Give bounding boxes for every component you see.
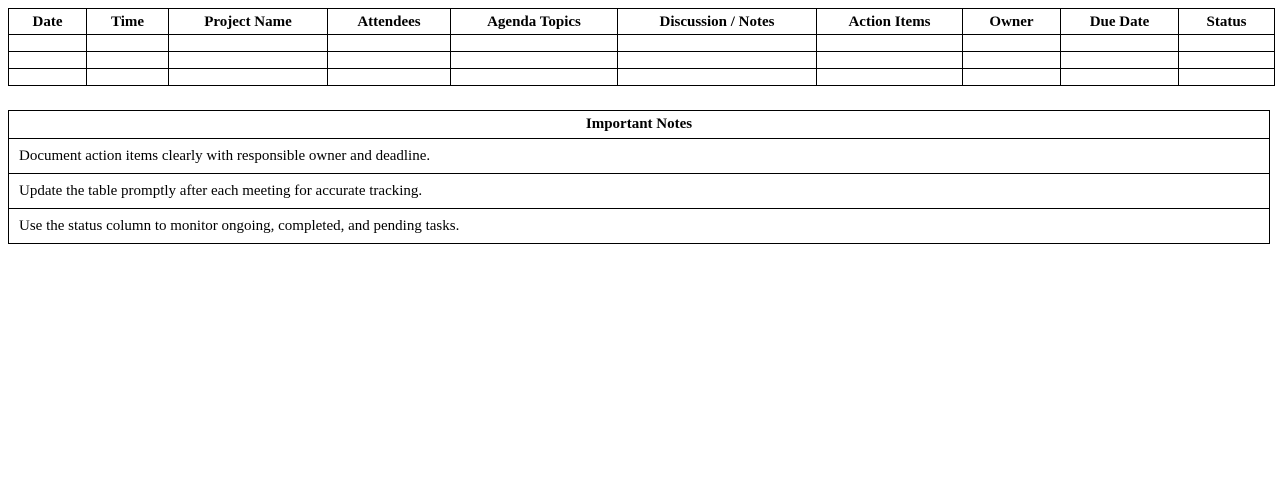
cell-due-date[interactable]	[1061, 69, 1179, 86]
cell-attendees[interactable]	[328, 35, 451, 52]
note-item: Update the table promptly after each meeting for accurate tracking.	[9, 174, 1270, 209]
cell-status[interactable]	[1179, 52, 1275, 69]
cell-attendees[interactable]	[328, 52, 451, 69]
cell-discussion-notes[interactable]	[618, 35, 817, 52]
cell-date[interactable]	[9, 52, 87, 69]
cell-owner[interactable]	[963, 35, 1061, 52]
cell-date[interactable]	[9, 69, 87, 86]
column-header-status: Status	[1179, 9, 1275, 35]
cell-project-name[interactable]	[169, 35, 328, 52]
cell-agenda-topics[interactable]	[451, 35, 618, 52]
note-item: Document action items clearly with responsible owner and deadline.	[9, 139, 1270, 174]
notes-row	[9, 139, 1270, 174]
cell-time[interactable]	[87, 69, 169, 86]
cell-project-name[interactable]	[169, 69, 328, 86]
column-header-project-name: Project Name	[169, 9, 328, 35]
cell-owner[interactable]	[963, 52, 1061, 69]
cell-discussion-notes[interactable]	[618, 52, 817, 69]
cell-status[interactable]	[1179, 35, 1275, 52]
notes-row	[9, 209, 1270, 244]
column-header-owner: Owner	[963, 9, 1061, 35]
cell-agenda-topics[interactable]	[451, 69, 618, 86]
column-header-attendees: Attendees	[328, 9, 451, 35]
cell-owner[interactable]	[963, 69, 1061, 86]
column-header-time: Time	[87, 9, 169, 35]
cell-action-items[interactable]	[817, 35, 963, 52]
column-header-date: Date	[9, 9, 87, 35]
notes-title: Important Notes	[9, 111, 1270, 139]
meeting-log-table	[8, 8, 1275, 86]
notes-header-row	[9, 111, 1270, 139]
column-header-due-date: Due Date	[1061, 9, 1179, 35]
table-row[interactable]	[9, 52, 1275, 69]
notes-row	[9, 174, 1270, 209]
column-header-discussion-notes: Discussion / Notes	[618, 9, 817, 35]
cell-date[interactable]	[9, 35, 87, 52]
cell-time[interactable]	[87, 52, 169, 69]
note-item: Use the status column to monitor ongoing, completed, and pending tasks.	[9, 209, 1270, 244]
cell-attendees[interactable]	[328, 69, 451, 86]
column-header-agenda-topics: Agenda Topics	[451, 9, 618, 35]
column-header-action-items: Action Items	[817, 9, 963, 35]
cell-action-items[interactable]	[817, 52, 963, 69]
table-row[interactable]	[9, 69, 1275, 86]
important-notes-table	[8, 110, 1270, 244]
cell-agenda-topics[interactable]	[451, 52, 618, 69]
table-header-row	[9, 9, 1275, 35]
cell-due-date[interactable]	[1061, 35, 1179, 52]
cell-time[interactable]	[87, 35, 169, 52]
table-row[interactable]	[9, 35, 1275, 52]
cell-status[interactable]	[1179, 69, 1275, 86]
cell-project-name[interactable]	[169, 52, 328, 69]
cell-discussion-notes[interactable]	[618, 69, 817, 86]
cell-action-items[interactable]	[817, 69, 963, 86]
cell-due-date[interactable]	[1061, 52, 1179, 69]
